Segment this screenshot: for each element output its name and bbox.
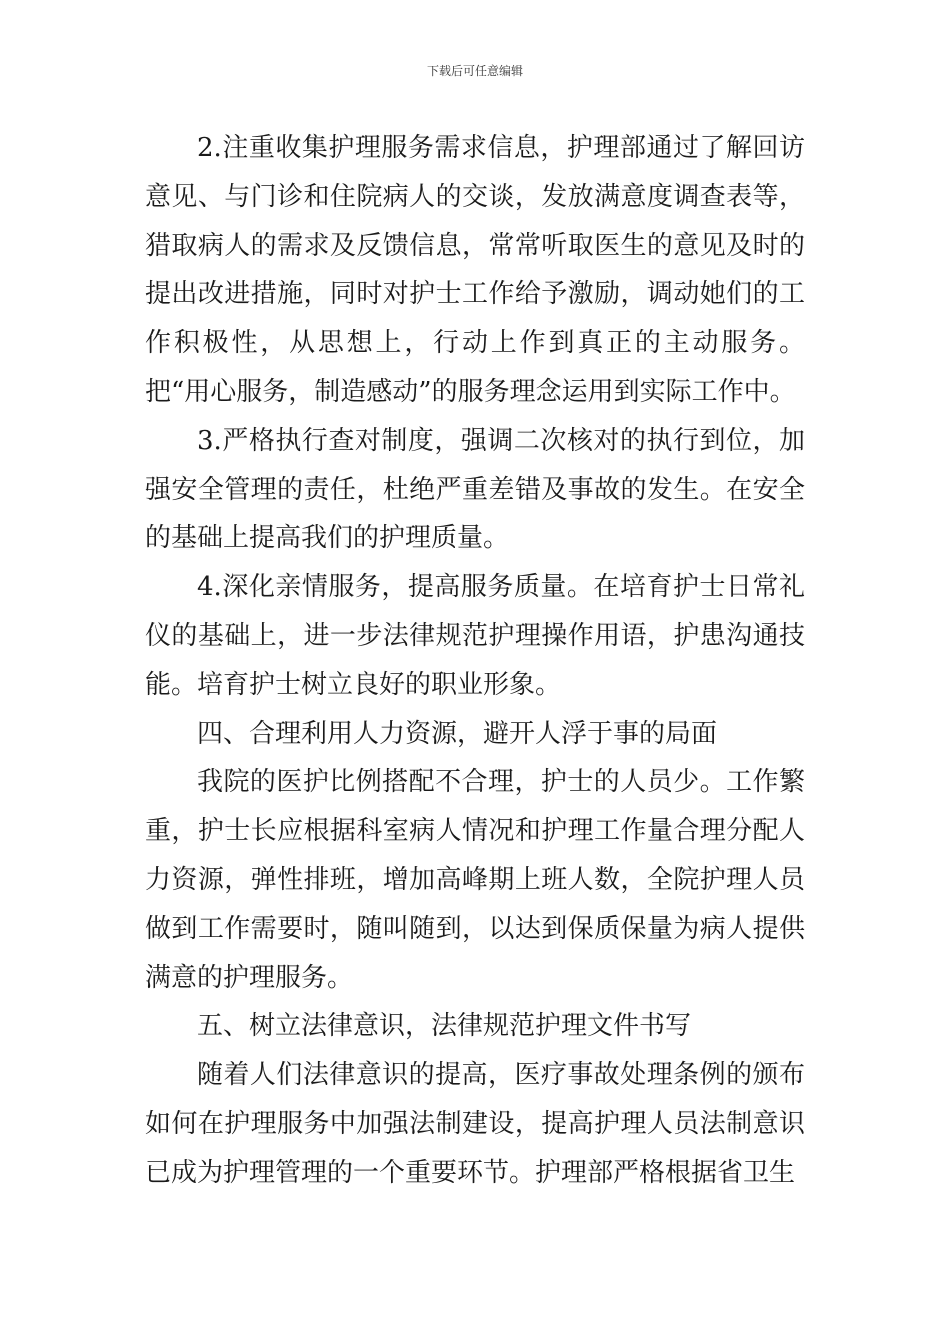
paragraph-service-needs: 2.注重收集护理服务需求信息，护理部通过了解回访意见、与门诊和住院病人的交谈，发放满意度调查表等，猎取病人的需求及反馈信息，常常听取医生的意见及时的提出改进措施，同时对护士工作给予激励，调动她们的工作积极性，从思想上，行动上作到真正的主动服务。把“用心服务，制造感动”的服务理念运用到实际工作中。 [145,133,805,407]
section-heading-legal-awareness: 五、树立法律意识，法律规范护理文件书写 [197,1011,692,1042]
section-heading-human-resources: 四、合理利用人力资源，避开人浮于事的局面 [197,718,718,749]
document-body [145,124,805,1198]
page-header: 下载后可任意编辑 [426,64,523,78]
paragraph-staffing: 我院的医护比例搭配不合理，护士的人员少。工作繁重，护士长应根据科室病人情况和护理工作量合理分配人力资源，弹性排班，增加高峰期上班人数，全院护理人员做到工作需要时，随叫随到，以达到保质保量为病人提供满意的护理服务。 [145,767,805,993]
paragraph-check-system: 3.严格执行查对制度，强调二次核对的执行到位，加强安全管理的责任，杜绝严重差错及事故的发生。在安全的基础上提高我们的护理质量。 [145,425,805,554]
paragraph-legal-system: 随着人们法律意识的提高，医疗事故处理条例的颁布如何在护理服务中加强法制建设，提高护理人员法制意识已成为护理管理的一个重要环节。护理部严格根据省卫生 [145,1060,805,1188]
paragraph-family-service: 4.深化亲情服务，提高服务质量。在培育护士日常礼仪的基础上，进一步法律规范护理操作用语，护患沟通技能。培育护士树立良好的职业形象。 [145,572,805,700]
